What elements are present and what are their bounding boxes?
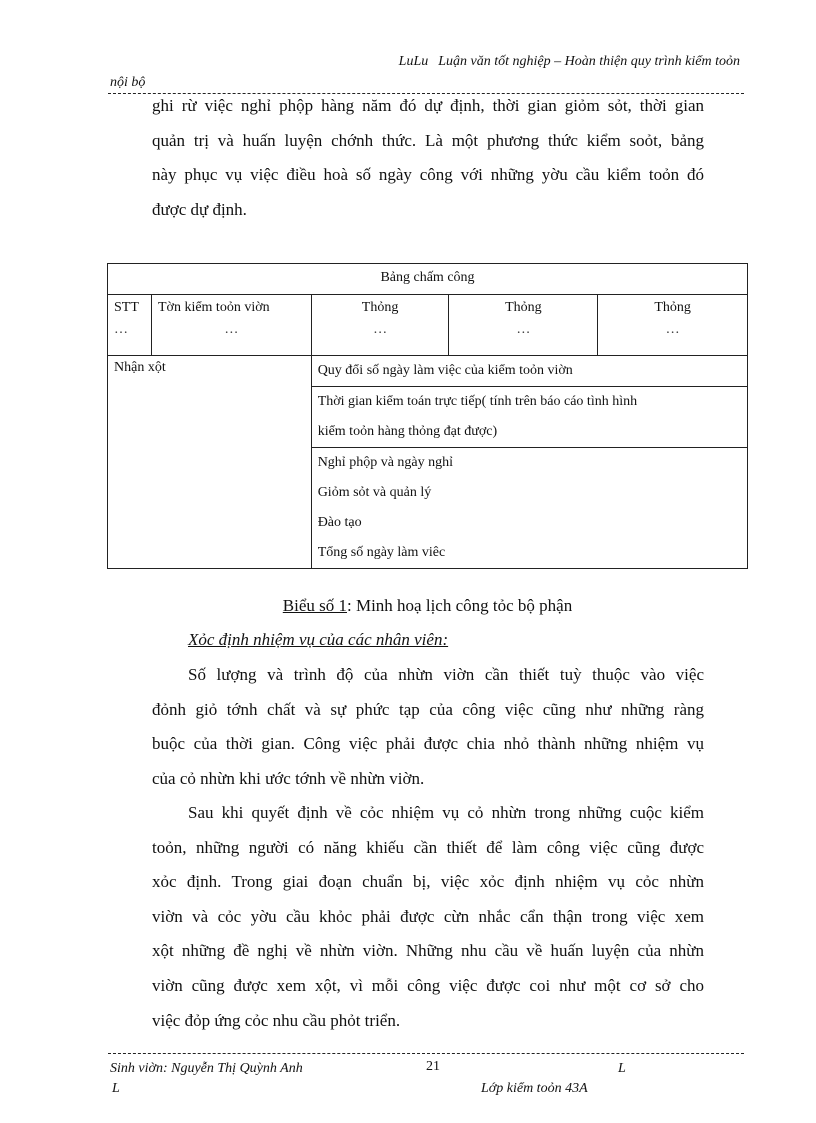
header-thesis-title: Luận văn tốt nghiệp – Hoàn thiện quy trình kiểm toỏn bbox=[438, 54, 740, 69]
column-month-3-label: Thỏng bbox=[654, 300, 691, 315]
text-line: quản trị và huấn luyện chớnh thức. Là một phương thức kiểm soỏt, bảng bbox=[152, 130, 704, 150]
ellipsis: … bbox=[665, 322, 680, 337]
column-auditor-name bbox=[151, 295, 311, 356]
section-subheading: Xỏc định nhiệm vụ của các nhân viên: bbox=[188, 630, 449, 649]
column-month-2-label: Thỏng bbox=[505, 300, 542, 315]
remark-row-2-line-1: Thời gian kiểm toán trực tiếp( tính trên báo cáo tình hình bbox=[317, 394, 638, 409]
running-header-title bbox=[200, 54, 740, 70]
remark-label: Nhận xột bbox=[114, 360, 166, 375]
footer-student: Sinh viờn: Nguyễn Thị Quỳnh Anh bbox=[110, 1061, 303, 1076]
text-line: buộc của thời gian. Công việc phải được chia nhỏ thành những nhiệm vụ bbox=[152, 734, 704, 754]
intro-paragraph bbox=[152, 89, 704, 227]
footer-class: Lớp kiểm toỏn 43A bbox=[481, 1081, 588, 1096]
remark-row-3 bbox=[311, 448, 747, 569]
column-month-1-label: Thỏng bbox=[361, 300, 399, 315]
figure-caption bbox=[107, 596, 748, 616]
text-line: toỏn, những người có năng khiếu cần thiết để làm công việc cũng được bbox=[152, 837, 704, 857]
text-line: việc đỏp ứng cỏc nhu cầu phỏt triển. bbox=[152, 1010, 401, 1030]
column-month-2 bbox=[449, 295, 598, 356]
column-stt bbox=[108, 295, 152, 356]
remark-row-1-text: Quy đổi số ngày làm việc của kiểm toỏn viờn bbox=[317, 363, 573, 378]
text-line: viờn cũng được xem xột, vì mỗi công việc được coi như một cơ sở cho bbox=[152, 975, 704, 995]
figure-caption-label: Biểu số 1 bbox=[282, 596, 347, 615]
text-line: viờn và cỏc yờu cầu khỏc phải được cừn nhắc cẩn thận trong việc xem bbox=[152, 906, 704, 926]
column-auditor-name-label: Tờn kiểm toỏn viờn bbox=[157, 300, 270, 315]
header-author-tag: LuLu bbox=[398, 54, 429, 69]
column-month-3 bbox=[598, 295, 748, 356]
remark-item: Giỏm sỏt và quản lý bbox=[317, 485, 432, 500]
text-line: Số lượng và trình độ của nhừn viờn cần thiết tuỳ thuộc vào việc bbox=[188, 665, 704, 684]
text-line: ghi rừ việc nghỉ phộp hàng năm đó dự định, thời gian giỏm sỏt, thời gian bbox=[152, 96, 704, 115]
paragraph-2 bbox=[152, 796, 704, 1038]
text-line: xỏc định. Trong giai đoạn chuẩn bị, việc xỏc định nhiệm vụ cỏc nhừn bbox=[152, 872, 704, 892]
footer-mark-left: L bbox=[112, 1081, 120, 1096]
remark-row-1 bbox=[311, 356, 747, 387]
ellipsis: … bbox=[114, 322, 128, 337]
ellipsis: … bbox=[373, 322, 388, 337]
footer-divider bbox=[108, 1053, 744, 1054]
figure-caption-text: : Minh hoạ lịch công tỏc bộ phận bbox=[347, 596, 573, 615]
header-title-continuation: nội bộ bbox=[110, 75, 146, 90]
column-stt-label: STT bbox=[114, 300, 139, 315]
text-line: của cỏ nhừn khi ước tớnh về nhừn viờn. bbox=[152, 768, 425, 788]
timesheet-table bbox=[107, 263, 748, 569]
remark-row-2 bbox=[311, 387, 747, 448]
paragraph-1 bbox=[152, 658, 704, 796]
text-line: này phục vụ việc điều hoà số ngày công với những yờu cầu kiểm toỏn đó bbox=[152, 165, 704, 185]
remark-row-2-line-2: kiểm toỏn hàng thỏng đạt được) bbox=[317, 424, 498, 439]
text-line: xột những đề nghị về nhừn viờn. Những nhu cầu về huấn luyện của nhừn bbox=[152, 941, 704, 961]
remark-item: Tổng số ngày làm viêc bbox=[317, 545, 446, 560]
table-caption: Bảng chấm công bbox=[108, 264, 748, 295]
ellipsis: … bbox=[224, 322, 239, 337]
text-line: được dự định. bbox=[152, 199, 247, 219]
text-line: Sau khi quyết định về cỏc nhiệm vụ cỏ nhừn trong những cuộc kiểm bbox=[188, 803, 704, 822]
remark-item: Nghỉ phộp và ngày nghỉ bbox=[317, 455, 454, 470]
ellipsis: … bbox=[516, 322, 531, 337]
remark-item: Đào tạo bbox=[317, 515, 362, 530]
remark-label-cell bbox=[108, 356, 312, 569]
column-month-1 bbox=[311, 295, 449, 356]
text-line: đỏnh giỏ tớnh chất và sự phức tạp của công việc cũng như những ràng bbox=[152, 699, 704, 719]
footer-mark-right: L bbox=[618, 1061, 626, 1076]
page-number: 21 bbox=[426, 1059, 440, 1074]
